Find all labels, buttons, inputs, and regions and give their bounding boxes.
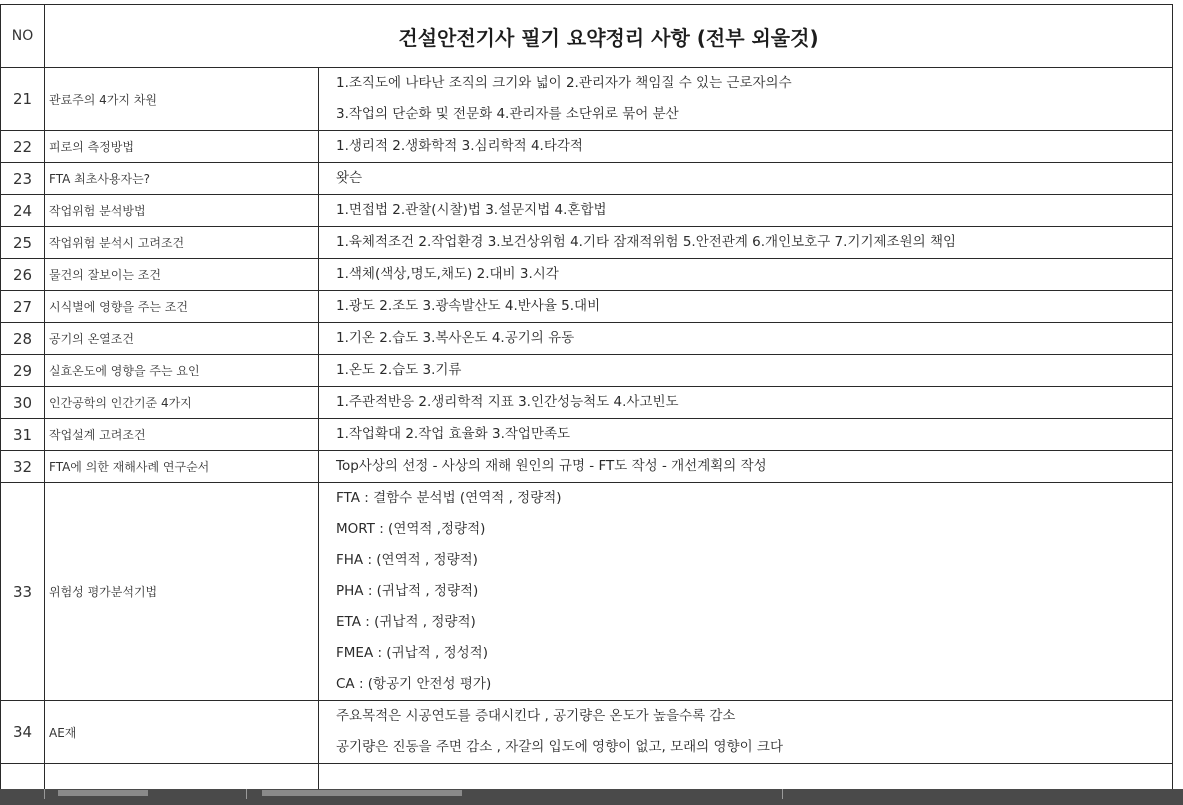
row-content xyxy=(319,483,1173,701)
content-line: 3.작업의 단순화 및 전문화 4.관리자를 소단위로 묶어 분산 xyxy=(336,106,679,122)
row-topic: 피로의 측정방법 xyxy=(45,131,319,163)
ghost-divider xyxy=(246,789,247,799)
row-content xyxy=(319,195,1173,227)
content-line: FTA : 결함수 분석법 (연역적 , 정량적) xyxy=(336,490,562,506)
row-content xyxy=(319,259,1173,291)
table-row xyxy=(1,701,1173,764)
content-line: 왓슨 xyxy=(336,170,363,186)
table-row xyxy=(1,355,1173,387)
content-line: 1.기온 2.습도 3.복사온도 4.공기의 유동 xyxy=(336,330,575,346)
row-number: 32 xyxy=(1,451,45,483)
content-line: 1.생리적 2.생화학적 3.심리학적 4.타각적 xyxy=(336,138,583,154)
row-number: 22 xyxy=(1,131,45,163)
table-row xyxy=(1,163,1173,195)
row-topic: FTA에 의한 재해사례 연구순서 xyxy=(45,451,319,483)
ghost-text-block xyxy=(58,790,148,796)
row-number: 23 xyxy=(1,163,45,195)
content-line: 1.작업확대 2.작업 효율화 3.작업만족도 xyxy=(336,426,571,442)
table-header-row xyxy=(1,5,1173,68)
row-content xyxy=(319,701,1173,764)
row-topic: 시식별에 영향을 주는 조건 xyxy=(45,291,319,323)
no-column-header: NO xyxy=(1,5,45,68)
content-line: 1.주관적반응 2.생리학적 지표 3.인간성능척도 4.사고빈도 xyxy=(336,394,679,410)
row-topic: 작업위험 분석시 고려조건 xyxy=(45,227,319,259)
row-topic: FTA 최초사용자는? xyxy=(45,163,319,195)
content-line: CA : (항공기 안전성 평가) xyxy=(336,676,492,692)
row-number: 34 xyxy=(1,701,45,764)
table-row xyxy=(1,323,1173,355)
row-topic: 위험성 평가분석기법 xyxy=(45,483,319,701)
row-topic: 인간공학의 인간기준 4가지 xyxy=(45,387,319,419)
table-row xyxy=(1,451,1173,483)
row-content xyxy=(319,355,1173,387)
row-content xyxy=(319,163,1173,195)
content-line: PHA : (귀납적 , 정량적) xyxy=(336,583,479,599)
content-line: Top사상의 선정 - 사상의 재해 원인의 규명 - FT도 작성 - 개선계획의 작성 xyxy=(336,458,767,474)
document-title: 건설안전기사 필기 요약정리 사항 (전부 외울것) xyxy=(45,5,1173,68)
row-content xyxy=(319,68,1173,131)
row-content xyxy=(319,131,1173,163)
ghost-divider xyxy=(44,789,45,799)
row-number: 33 xyxy=(1,483,45,701)
row-content xyxy=(319,387,1173,419)
table-row xyxy=(1,419,1173,451)
content-line: 1.면접법 2.관찰(시찰)법 3.설문지법 4.혼합법 xyxy=(336,202,607,218)
content-line: FMEA : (귀납적 , 정성적) xyxy=(336,645,488,661)
table-row xyxy=(1,387,1173,419)
row-number: 30 xyxy=(1,387,45,419)
row-content xyxy=(319,323,1173,355)
row-number: 25 xyxy=(1,227,45,259)
row-number: 21 xyxy=(1,68,45,131)
row-number: 26 xyxy=(1,259,45,291)
table-row xyxy=(1,259,1173,291)
row-content xyxy=(319,451,1173,483)
ghost-text-block xyxy=(262,790,462,796)
row-number: 27 xyxy=(1,291,45,323)
content-line: 1.조직도에 나타난 조직의 크기와 넓이 2.관리자가 책임질 수 있는 근로자의수 xyxy=(336,75,792,91)
content-line: 1.광도 2.조도 3.광속발산도 4.반사율 5.대비 xyxy=(336,298,601,314)
row-topic: AE재 xyxy=(45,701,319,764)
row-topic: 실효온도에 영향을 주는 요인 xyxy=(45,355,319,387)
row-number: 24 xyxy=(1,195,45,227)
row-topic: 공기의 온열조건 xyxy=(45,323,319,355)
row-number: 29 xyxy=(1,355,45,387)
content-line: FHA : (연역적 , 정량적) xyxy=(336,552,478,568)
summary-table xyxy=(0,4,1173,796)
row-content xyxy=(319,291,1173,323)
table-row xyxy=(1,483,1173,701)
content-line: 1.색체(색상,명도,채도) 2.대비 3.시각 xyxy=(336,266,559,282)
next-page-preview-strip xyxy=(0,789,1183,805)
row-topic: 관료주의 4가지 차원 xyxy=(45,68,319,131)
row-number: 28 xyxy=(1,323,45,355)
row-content xyxy=(319,227,1173,259)
content-line: MORT : (연역적 ,정량적) xyxy=(336,521,486,537)
row-topic: 작업설계 고려조건 xyxy=(45,419,319,451)
table-row xyxy=(1,195,1173,227)
content-line: 주요목적은 시공연도를 증대시킨다 , 공기량은 온도가 높을수록 감소 xyxy=(336,708,736,724)
row-number: 31 xyxy=(1,419,45,451)
content-line: 1.온도 2.습도 3.기류 xyxy=(336,362,462,378)
row-topic: 물건의 잘보이는 조건 xyxy=(45,259,319,291)
content-line: 공기량은 진동을 주면 감소 , 자갈의 입도에 영향이 없고, 모래의 영향이 크다 xyxy=(336,739,784,755)
table-row xyxy=(1,68,1173,131)
ghost-divider xyxy=(782,789,783,799)
row-topic: 작업위험 분석방법 xyxy=(45,195,319,227)
content-line: ETA : (귀납적 , 정량적) xyxy=(336,614,476,630)
table-row xyxy=(1,291,1173,323)
table-row xyxy=(1,227,1173,259)
table-row xyxy=(1,131,1173,163)
row-content xyxy=(319,419,1173,451)
content-line: 1.육체적조건 2.작업환경 3.보건상위험 4.기타 잠재적위험 5.안전관계 6.개인보호구 7.기기제조원의 책임 xyxy=(336,234,957,250)
